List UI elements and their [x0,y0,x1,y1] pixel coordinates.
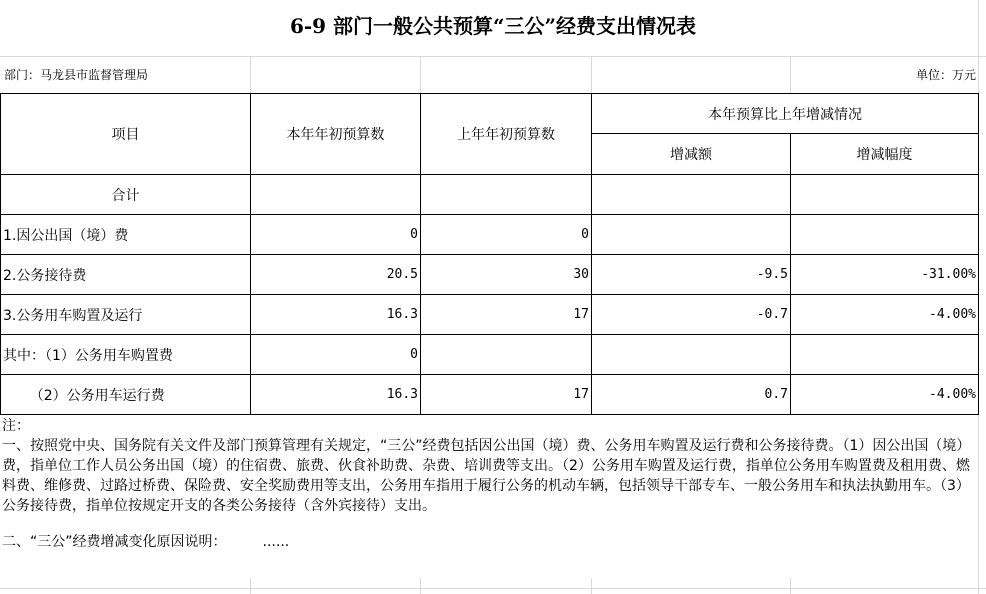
budget-table [0,93,979,415]
cell-change [592,335,791,375]
cell-change [592,215,791,255]
cell-rate: -31.00% [791,255,979,295]
gridline [790,578,791,594]
table-row [1,375,979,415]
header-row [1,94,979,134]
cell-rate: -4.00% [791,295,979,335]
row-label: 其中：（1）公务用车购置费 [1,335,251,375]
cell-rate [791,335,979,375]
cell-current: 0 [251,335,421,375]
cell-previous: 0 [421,215,592,255]
table-body [1,175,979,415]
note-2 [2,532,977,552]
header-previous: 上年年初预算数 [421,94,592,175]
row-label: 3.公务用车购置及运行 [1,295,251,335]
cell-rate: -4.00% [791,375,979,415]
gridline [790,56,791,93]
cell-rate [791,215,979,255]
department-label: 部门：马龙县市监督管理局 [4,68,149,82]
table-row [1,295,979,335]
gridline [250,56,251,93]
row-label: （2）公务用车运行费 [1,375,251,415]
cell-current: 0 [251,215,421,255]
notes-heading: 注： [2,418,30,434]
gridline [420,578,421,594]
cell-previous: 30 [421,255,592,295]
unit-label: 单位：万元 [915,68,976,82]
page-title: 6-9 部门一般公共预算“三公”经费支出情况表 [289,14,697,38]
row-label: 2.公务接待费 [1,255,251,295]
gridline [591,56,592,93]
header-item: 项目 [1,94,251,175]
header-change-amount: 增减额 [592,134,791,175]
note-1: 一、按照党中央、国务院有关文件及部门预算管理有关规定，“三公”经费包括因公出国（境）费、公务用车购置及运行费和公务接待费。（1）因公出国（境）费，指单位工作人员公务出国（境）的住宿费、旅费、伙食补助费、杂费、培训费等支出。（2）公务用车购置及运行费，指单位公务用车购置费及租用费、燃料费、维修费、过路过桥费、保险费、安全奖励费用等支出，公务用车指用于履行公务的机动车辆，包括领导干部专车、一般公务用车和执法执勤用车。（3）公务接待费，指单位按规定开支的各类公务接待（含外宾接待）支出。 [2,438,971,514]
header-comparison: 本年预算比上年增减情况 [592,94,979,134]
gridline [420,56,421,93]
gridline [591,578,592,594]
cell-current: 20.5 [251,255,421,295]
cell-previous [421,335,592,375]
header-change-rate: 增减幅度 [791,134,979,175]
table-row [1,175,979,215]
cell-current: 16.3 [251,375,421,415]
cell-change: 0.7 [592,375,791,415]
cell-change: -0.7 [592,295,791,335]
cell-previous: 17 [421,375,592,415]
gridline [0,588,986,589]
gridline [250,578,251,594]
header-current: 本年年初预算数 [251,94,421,175]
cell-current [251,175,421,215]
notes-section [2,416,977,552]
cell-previous [421,175,592,215]
cell-change [592,175,791,215]
table-row [1,335,979,375]
cell-previous: 17 [421,295,592,335]
row-label: 合计 [1,175,251,215]
cell-rate [791,175,979,215]
note-2-ellipsis: ...... [262,534,290,550]
table-row [1,255,979,295]
cell-change: -9.5 [592,255,791,295]
row-label: 1.因公出国（境）费 [1,215,251,255]
table-row [1,215,979,255]
note-2-text: 二、“三公”经费增减变化原因说明： [2,534,227,550]
cell-current: 16.3 [251,295,421,335]
